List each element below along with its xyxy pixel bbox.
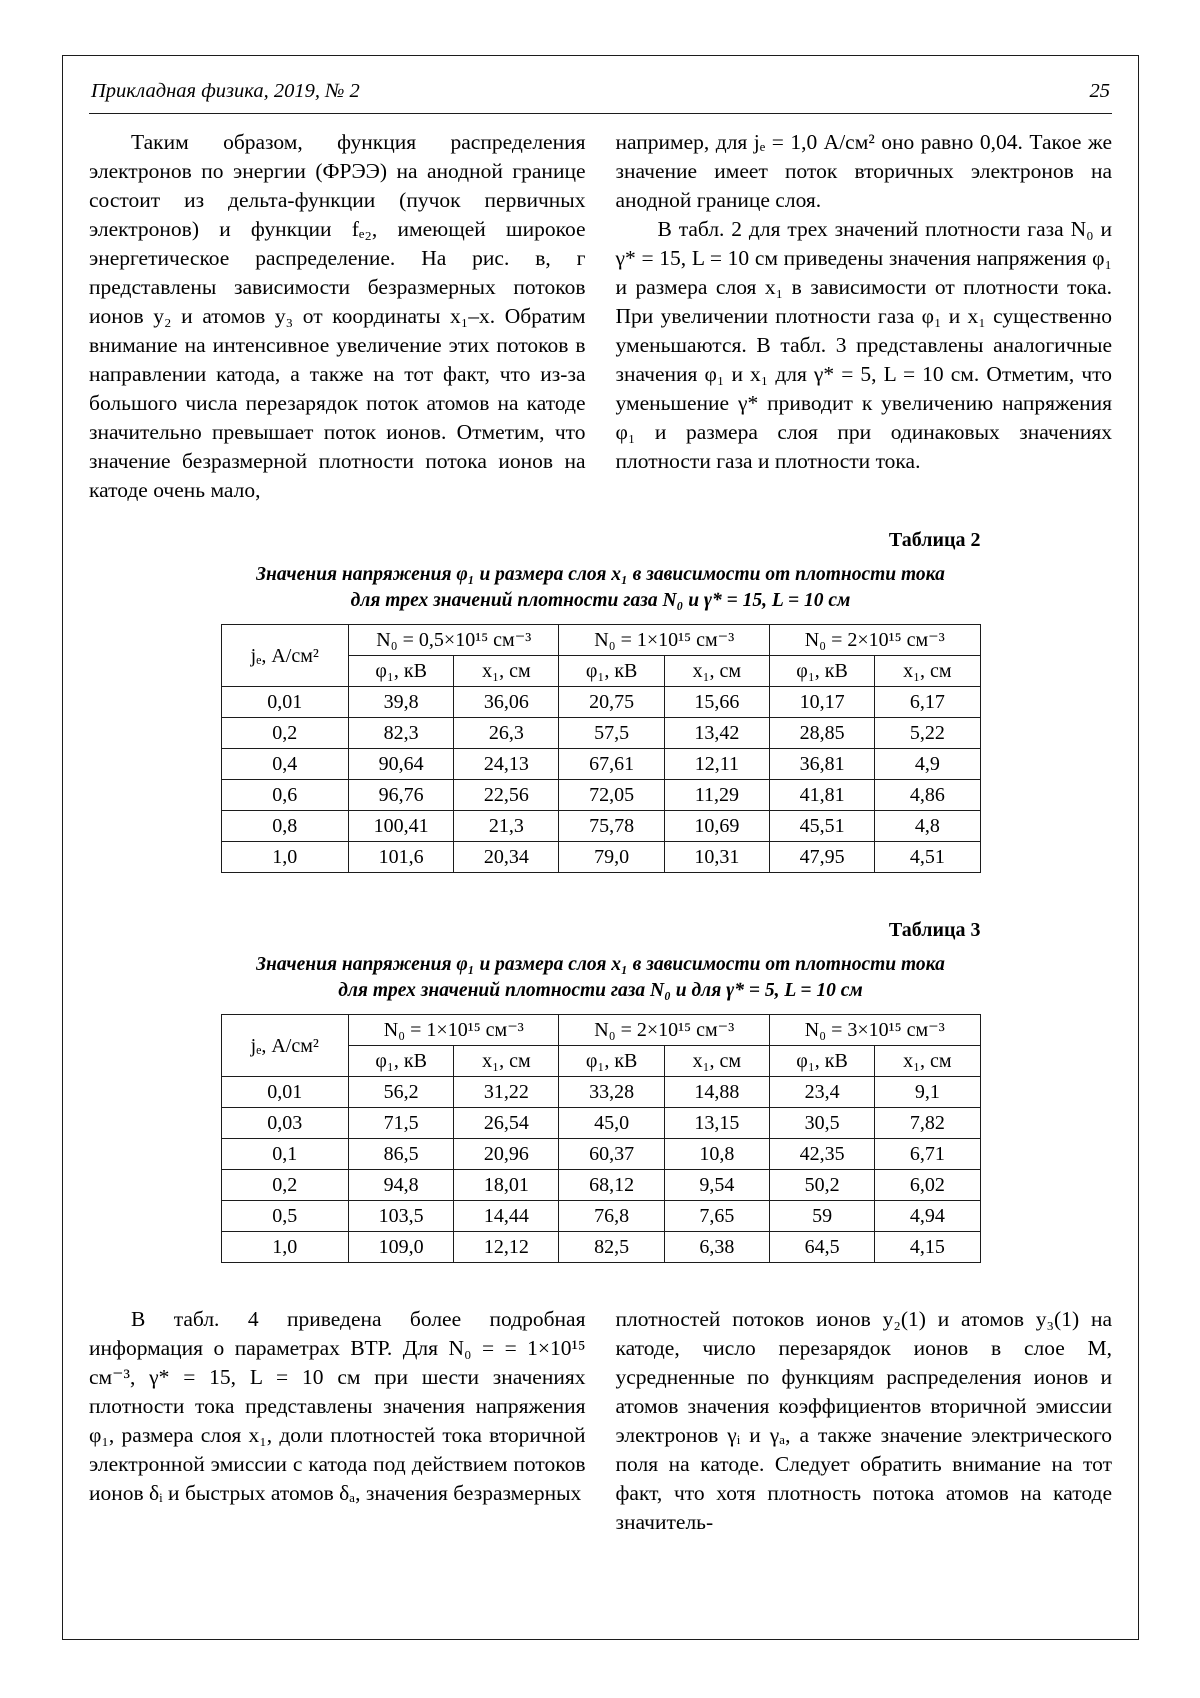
table2-label: Таблица 2 <box>888 529 981 551</box>
table-cell: 20,75 <box>559 687 664 718</box>
sub-header-cell: φ₁, кВ <box>559 1046 664 1077</box>
table-row <box>221 842 980 873</box>
table3-head <box>221 1015 980 1077</box>
table-cell: 86,5 <box>349 1139 454 1170</box>
sub-header-cell: x₁, см <box>454 656 559 687</box>
table-cell: 0,1 <box>221 1139 349 1170</box>
table-cell: 82,3 <box>349 718 454 749</box>
table-cell: 45,0 <box>559 1108 664 1139</box>
table-cell: 4,15 <box>875 1232 980 1263</box>
table-cell: 22,56 <box>454 780 559 811</box>
table-cell: 47,95 <box>769 842 874 873</box>
table-cell: 0,03 <box>221 1108 349 1139</box>
top-left-column <box>89 128 586 505</box>
sub-header-cell: x₁, см <box>875 1046 980 1077</box>
group-header-cell: N₀ = 2×10¹⁵ см⁻³ <box>559 1015 769 1046</box>
table-cell: 72,05 <box>559 780 664 811</box>
table-cell: 10,31 <box>664 842 769 873</box>
table-cell: 4,94 <box>875 1201 980 1232</box>
table-cell: 33,28 <box>559 1077 664 1108</box>
table-cell: 14,88 <box>664 1077 769 1108</box>
table-row <box>221 1108 980 1139</box>
table-cell: 7,65 <box>664 1201 769 1232</box>
table-cell: 45,51 <box>769 811 874 842</box>
sub-header-cell: x₁, см <box>454 1046 559 1077</box>
table-cell: 36,06 <box>454 687 559 718</box>
table-cell: 11,29 <box>664 780 769 811</box>
table-row <box>221 749 980 780</box>
table-cell: 26,3 <box>454 718 559 749</box>
table-cell: 15,66 <box>664 687 769 718</box>
group-header-cell: N₀ = 1×10¹⁵ см⁻³ <box>559 625 769 656</box>
table-cell: 94,8 <box>349 1170 454 1201</box>
table-cell: 30,5 <box>769 1108 874 1139</box>
group-header-cell: N₀ = 0,5×10¹⁵ см⁻³ <box>349 625 559 656</box>
table-cell: 67,61 <box>559 749 664 780</box>
table-cell: 23,4 <box>769 1077 874 1108</box>
bottom-right-column <box>616 1305 1113 1537</box>
table-cell: 18,01 <box>454 1170 559 1201</box>
table-cell: 6,71 <box>875 1139 980 1170</box>
table-cell: 6,38 <box>664 1232 769 1263</box>
top-text-block <box>89 128 1112 505</box>
table-cell: 0,8 <box>221 811 349 842</box>
page-header <box>89 80 1112 114</box>
sub-header-cell: φ₁, кВ <box>559 656 664 687</box>
table-cell: 57,5 <box>559 718 664 749</box>
table-cell: 31,22 <box>454 1077 559 1108</box>
table-cell: 10,17 <box>769 687 874 718</box>
table-cell: 28,85 <box>769 718 874 749</box>
group-header-cell: N₀ = 2×10¹⁵ см⁻³ <box>769 625 980 656</box>
table2-section <box>89 529 1112 873</box>
table-cell: 75,78 <box>559 811 664 842</box>
table-cell: 1,0 <box>221 842 349 873</box>
table-cell: 10,69 <box>664 811 769 842</box>
table2 <box>221 624 981 873</box>
table3 <box>221 1014 981 1263</box>
table2-body <box>221 687 980 873</box>
table-row <box>221 811 980 842</box>
corner-header-cell: jₑ, А/см² <box>221 1015 349 1077</box>
table-cell: 1,0 <box>221 1232 349 1263</box>
sub-header-cell: φ₁, кВ <box>349 1046 454 1077</box>
table-cell: 4,86 <box>875 780 980 811</box>
paragraph: В табл. 4 приведена более подробная информация о параметрах ВТР. Для N₀ = = 1×10¹⁵ см⁻³, γ* = 15, L = 10 см при шести значениях плотности тока представлены значения напряжения φ₁, размера слоя x₁, доли плотностей тока вторичной электронной эмиссии с катода под действием потоков ионов δᵢ и быстрых атомов δₐ, значения безразмерных <box>89 1307 586 1505</box>
table-cell: 90,64 <box>349 749 454 780</box>
table-cell: 4,51 <box>875 842 980 873</box>
table-cell: 12,12 <box>454 1232 559 1263</box>
table-cell: 100,41 <box>349 811 454 842</box>
table-cell: 39,8 <box>349 687 454 718</box>
sub-header-cell: x₁, см <box>664 1046 769 1077</box>
table-cell: 79,0 <box>559 842 664 873</box>
table-cell: 50,2 <box>769 1170 874 1201</box>
table-row <box>221 780 980 811</box>
sub-header-cell: x₁, см <box>875 656 980 687</box>
sub-header-cell: φ₁, кВ <box>769 656 874 687</box>
table-cell: 5,22 <box>875 718 980 749</box>
table-cell: 10,8 <box>664 1139 769 1170</box>
journal-title: Прикладная физика, 2019, № 2 <box>91 80 360 102</box>
table2-wrap <box>221 529 981 873</box>
caption-line: для трех значений плотности газа N₀ и γ* = 15, L = 10 см <box>350 590 851 611</box>
table-cell: 12,11 <box>664 749 769 780</box>
table-cell: 13,15 <box>664 1108 769 1139</box>
table-cell: 68,12 <box>559 1170 664 1201</box>
table-cell: 20,34 <box>454 842 559 873</box>
table-cell: 59 <box>769 1201 874 1232</box>
paragraph: В табл. 2 для трех значений плотности газа N₀ и γ* = 15, L = 10 см приведены значения напряжения φ₁ и размера слоя x₁ в зависимости от плотности тока. При увеличении плотности газа φ₁ и x₁ существенно уменьшаются. В табл. 3 представлены аналогичные значения φ₁ и x₁ для γ* = 5, L = 10 см. Отметим, что уменьшение γ* приводит к увеличению напряжения φ₁ и размера слоя при одинаковых значениях плотности газа и плотности тока. <box>615 217 1112 473</box>
table-cell: 0,01 <box>221 687 349 718</box>
table-cell: 56,2 <box>349 1077 454 1108</box>
caption-line: Значения напряжения φ₁ и размера слоя x₁ в зависимости от плотности тока <box>256 954 945 975</box>
table-cell: 14,44 <box>454 1201 559 1232</box>
table2-caption <box>221 562 981 614</box>
table-cell: 36,81 <box>769 749 874 780</box>
group-header-cell: N₀ = 1×10¹⁵ см⁻³ <box>349 1015 559 1046</box>
table-cell: 0,2 <box>221 1170 349 1201</box>
table-cell: 0,5 <box>221 1201 349 1232</box>
table-cell: 42,35 <box>769 1139 874 1170</box>
table-cell: 7,82 <box>875 1108 980 1139</box>
table-row <box>221 718 980 749</box>
table-cell: 0,4 <box>221 749 349 780</box>
table-cell: 0,2 <box>221 718 349 749</box>
table-row <box>221 1201 980 1232</box>
table-cell: 60,37 <box>559 1139 664 1170</box>
page-number: 25 <box>1089 80 1110 102</box>
table-cell: 26,54 <box>454 1108 559 1139</box>
table-cell: 103,5 <box>349 1201 454 1232</box>
table3-label: Таблица 3 <box>888 919 981 941</box>
table-cell: 0,6 <box>221 780 349 811</box>
table-group-header-row <box>221 625 980 656</box>
table-cell: 109,0 <box>349 1232 454 1263</box>
table-cell: 20,96 <box>454 1139 559 1170</box>
table-group-header-row <box>221 1015 980 1046</box>
table3-section <box>89 919 1112 1263</box>
caption-line: Значения напряжения φ₁ и размера слоя x₁ в зависимости от плотности тока <box>256 564 945 585</box>
paragraph: например, для jₑ = 1,0 А/см² оно равно 0,04. Такое же значение имеет поток вторичных электронов на анодной границе слоя. <box>615 130 1112 212</box>
table-cell: 6,02 <box>875 1170 980 1201</box>
table-cell: 4,9 <box>875 749 980 780</box>
table3-caption <box>221 952 981 1004</box>
corner-header-cell: jₑ, А/см² <box>221 625 349 687</box>
table-cell: 9,1 <box>875 1077 980 1108</box>
table-cell: 96,76 <box>349 780 454 811</box>
table-cell: 82,5 <box>559 1232 664 1263</box>
table-row <box>221 687 980 718</box>
table2-head <box>221 625 980 687</box>
table-cell: 101,6 <box>349 842 454 873</box>
table-cell: 6,17 <box>875 687 980 718</box>
top-right-column <box>616 128 1113 505</box>
table3-body <box>221 1077 980 1263</box>
table-cell: 0,01 <box>221 1077 349 1108</box>
paragraph: плотностей потоков ионов y₂(1) и атомов y₃(1) на катоде, число перезарядок ионов в слое M, усредненные по функциям распределения ионов и атомов значения коэффициентов вторичной эмиссии электронов γᵢ и γₐ, а также значение электрического поля на катоде. Следует обратить внимание на тот факт, что хотя плотность потока атомов на катоде значитель- <box>615 1307 1112 1534</box>
table3-wrap <box>221 919 981 1263</box>
table-cell: 21,3 <box>454 811 559 842</box>
sub-header-cell: φ₁, кВ <box>349 656 454 687</box>
sub-header-cell: φ₁, кВ <box>769 1046 874 1077</box>
table-cell: 64,5 <box>769 1232 874 1263</box>
table-cell: 9,54 <box>664 1170 769 1201</box>
table-row <box>221 1139 980 1170</box>
page-frame <box>62 55 1139 1640</box>
table-cell: 4,8 <box>875 811 980 842</box>
sub-header-cell: x₁, см <box>664 656 769 687</box>
paragraph: Таким образом, функция распределения электронов по энергии (ФРЭЭ) на анодной границе состоит из дельта-функции (пучок первичных электронов) и функции fₑ₂, имеющей широкое энергетическое распределение. На рис. в, г представлены зависимости безразмерных потоков ионов y₂ и атомов y₃ от координаты x₁–x. Обратим внимание на интенсивное увеличение этих потоков в направлении катода, а также на тот факт, что из-за большого числа перезарядок поток атомов на катоде значительно превышает поток ионов. Отметим, что значение безразмерной плотности потока ионов на катоде очень мало, <box>89 130 586 502</box>
table-cell: 13,42 <box>664 718 769 749</box>
table-cell: 41,81 <box>769 780 874 811</box>
table-cell: 71,5 <box>349 1108 454 1139</box>
bottom-left-column <box>89 1305 586 1537</box>
table-row <box>221 1077 980 1108</box>
bottom-text-block <box>89 1305 1112 1537</box>
group-header-cell: N₀ = 3×10¹⁵ см⁻³ <box>769 1015 980 1046</box>
table-row <box>221 1232 980 1263</box>
caption-line: для трех значений плотности газа N₀ и для γ* = 5, L = 10 см <box>338 980 863 1001</box>
table-row <box>221 1170 980 1201</box>
table-cell: 76,8 <box>559 1201 664 1232</box>
table-cell: 24,13 <box>454 749 559 780</box>
